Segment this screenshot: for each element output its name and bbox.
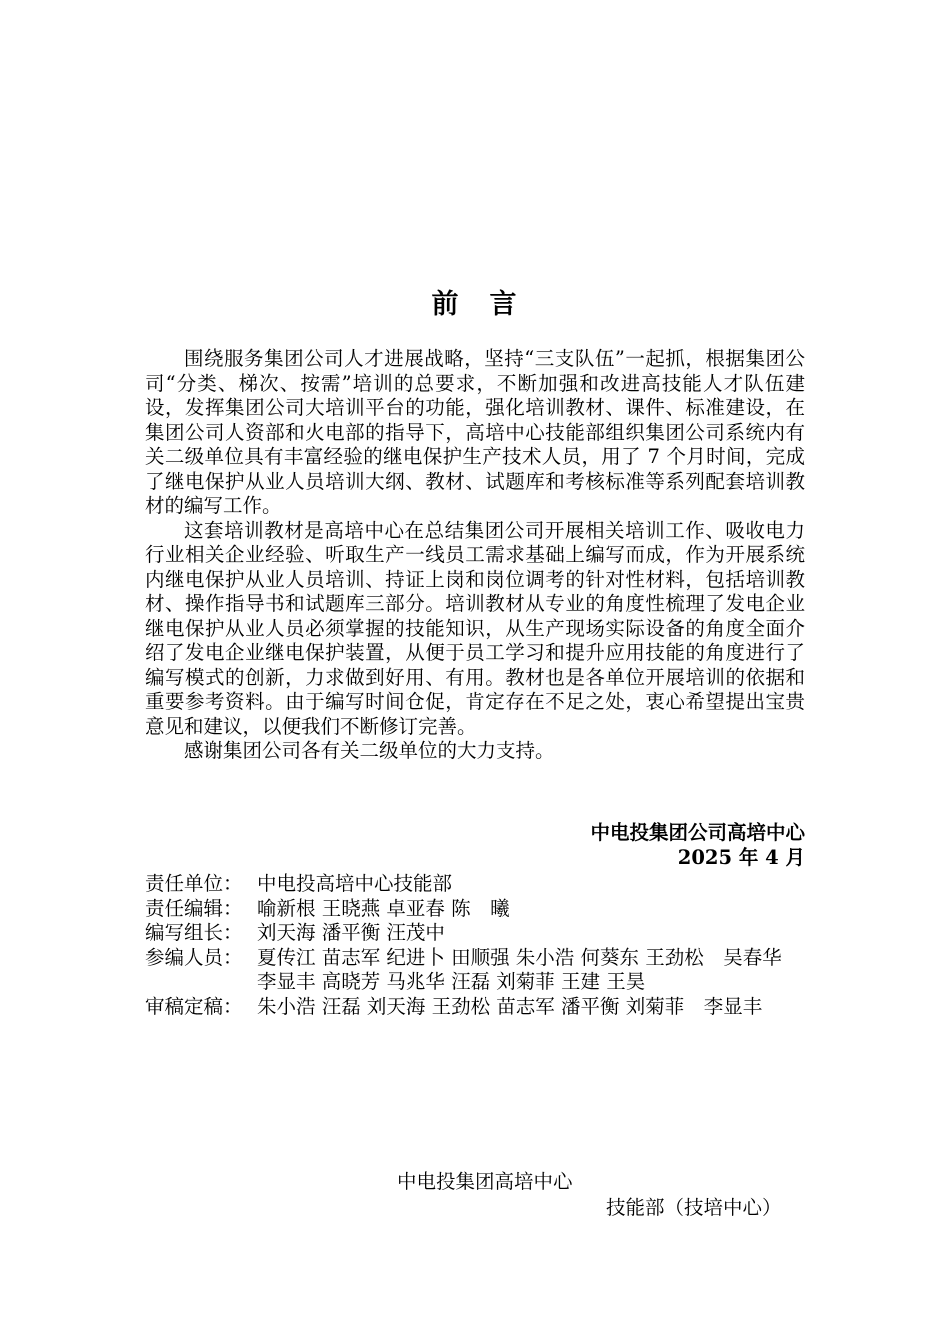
credit-value: 朱小浩 汪磊 刘天海 王劲松 苗志军 潘平衡 刘菊菲 李显丰 [257,994,763,1018]
credit-label: 责任单位： [145,872,243,895]
credit-value: 夏传江 苗志军 纪进卜 田顺强 朱小浩 何葵东 王劲松 吴春华 李显丰 高晓芳 马兆华 汪磊 刘菊菲 王建 王昊 [257,945,782,993]
credit-value: 刘天海 潘平衡 汪茂中 [257,921,445,944]
signature-date: 2025 年 4 月 [677,846,805,869]
credits-block [145,872,805,1019]
paragraph-2: 这套培训教材是高培中心在总结集团公司开展相关培训工作、吸收电力行业相关企业经验、听取生产一线员工需求基础上编写而成，作为开展系统内继电保护从业人员培训、持证上岗和岗位调考的针对性材料，包括培训教材、操作指导书和试题库三部分。培训教材从专业的角度性梳理了发电企业继电保护从业人员必须掌握的技能知识，从生产现场实际设备的角度全面介绍了发电企业继电保护装置，从便于员工学习和提升应用技能的角度进行了编写模式的创新，力求做到好用、有用。教材也是各单位开展培训的依据和重要参考资料。由于编写时间仓促，肯定存在不足之处，衷心希望提出宝贵意见和建议，以便我们不断修订完善。 [145,518,805,738]
credit-label: 责任编辑： [145,896,243,920]
footer-org: 中电投集团高培中心 [397,1170,573,1193]
credit-row-contributors [145,946,805,995]
credit-value: 中电投高培中心技能部 [257,872,453,895]
credit-row-team-leaders [145,921,805,946]
credit-row-responsible-unit [145,872,805,897]
credit-row-reviewers [145,995,805,1020]
preface-body [145,347,805,764]
paragraph-3: 感谢集团公司各有关二级单位的大力支持。 [184,739,555,762]
signature-org: 中电投集团公司高培中心 [590,821,805,844]
credit-row-editors [145,897,805,922]
paragraph-1: 围绕服务集团公司人才进展战略，坚持“三支队伍”一起抓，根据集团公司“分类、梯次、按需”培训的总要求，不断加强和改进高技能人才队伍建设，发挥集团公司大培训平台的功能，强化培训教材、课件、标准建设，在集团公司人资部和火电部的指导下，高培中心技能部组织集团公司系统内有关二级单位具有丰富经验的继电保护生产技术人员，用了 7 个月时间，完成了继电保护从业人员培训大纲、教材、试题库和考核标准等系列配套培训教材的编写工作。 [145,347,805,517]
footer-dept: 技能部（技培中心） [606,1196,782,1219]
credit-value: 喻新根 王晓燕 卓亚春 陈 曦 [257,896,510,920]
credit-label: 参编人员： [145,945,243,969]
credit-label: 审稿定稿： [145,994,243,1018]
page-title: 前 言 [431,289,519,320]
credit-label: 编写组长： [145,921,243,944]
